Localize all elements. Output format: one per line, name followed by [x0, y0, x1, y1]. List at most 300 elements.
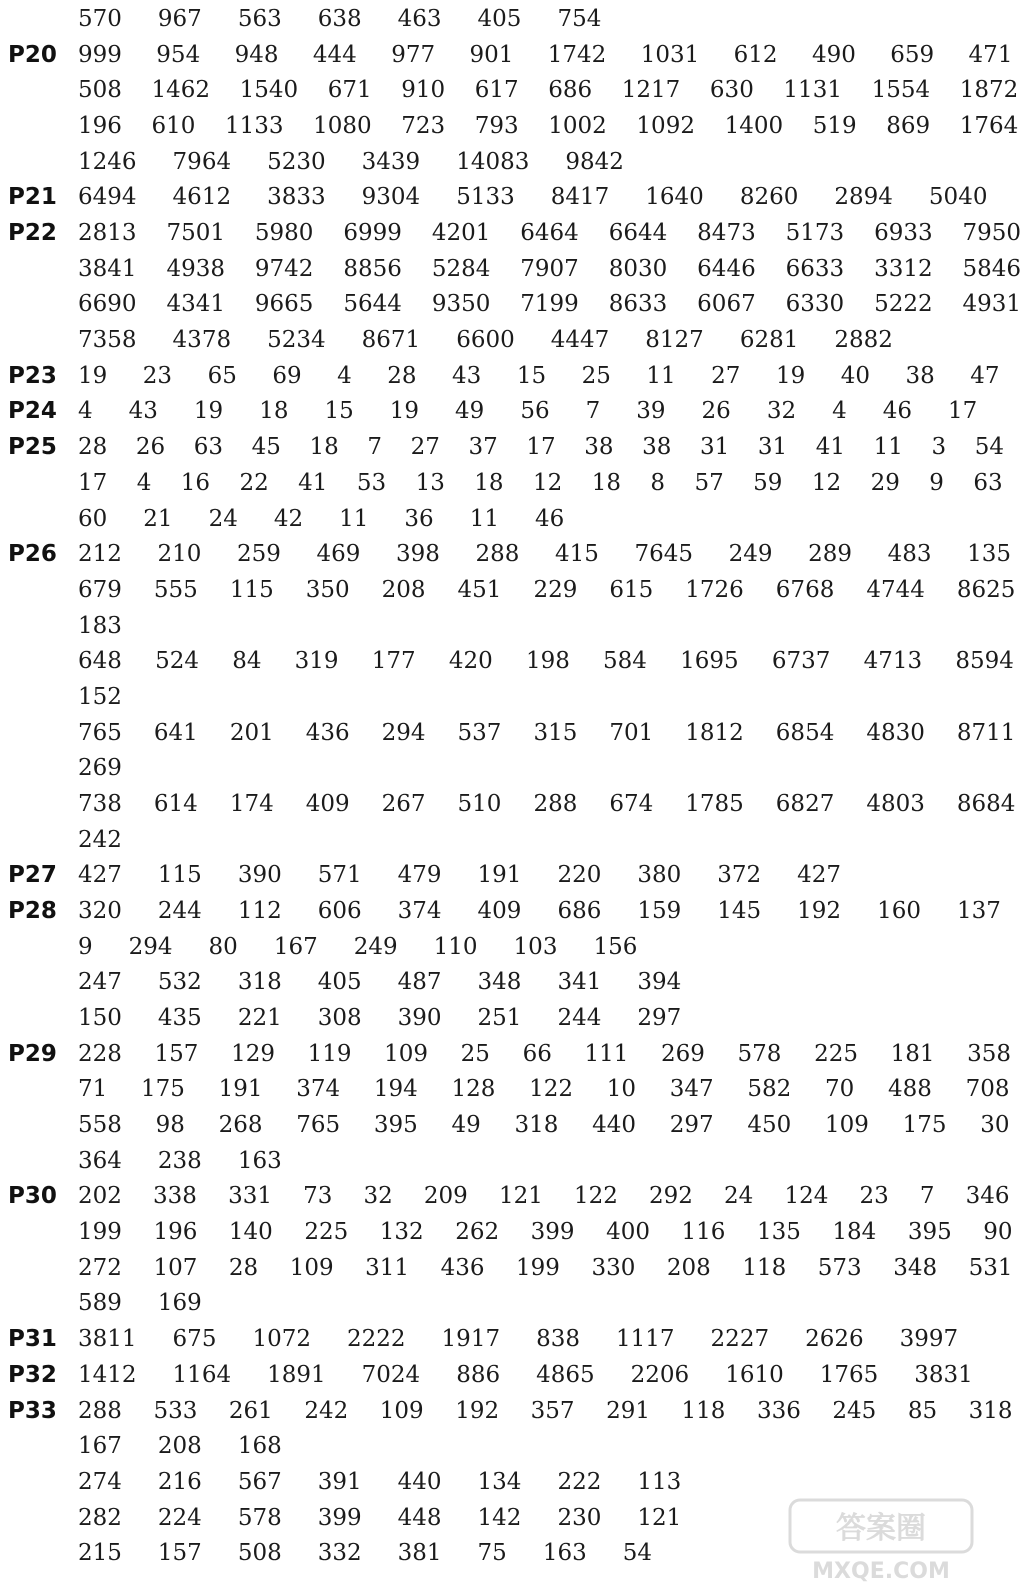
answer-number: 163	[542, 1540, 587, 1567]
answer-number: 124	[784, 1183, 829, 1210]
answer-number: 7964	[172, 148, 232, 175]
answer-number: 510	[457, 790, 502, 817]
answer-line	[0, 393, 1000, 429]
answer-number: 11	[339, 505, 369, 532]
answer-number: 3	[931, 434, 947, 461]
answer-line	[0, 822, 1000, 858]
answer-number: 80	[208, 933, 238, 960]
answer-number: 331	[228, 1183, 272, 1210]
answer-number: 140	[228, 1219, 273, 1246]
answer-number: 2894	[834, 184, 893, 211]
answer-number: 54	[974, 434, 1004, 461]
page-label: P29	[8, 1040, 57, 1067]
answer-number: 230	[557, 1504, 602, 1531]
answer-number: 229	[533, 576, 578, 603]
answer-number: 157	[157, 1540, 202, 1567]
answer-number: 122	[573, 1183, 618, 1210]
answer-number: 4201	[431, 220, 491, 247]
answer-number: 249	[353, 933, 398, 960]
page-label: P23	[8, 362, 57, 389]
answer-number: 150	[78, 1005, 122, 1032]
number-group	[78, 1214, 1013, 1250]
answer-number: 671	[327, 77, 372, 104]
answer-number: 17	[78, 469, 108, 496]
answer-number: 390	[397, 1005, 442, 1032]
answer-number: 1246	[78, 148, 137, 175]
answer-number: 1400	[724, 113, 784, 140]
answer-number: 346	[965, 1183, 1010, 1210]
answer-number: 169	[157, 1290, 202, 1317]
answer-number: 380	[637, 862, 682, 889]
answer-number: 28	[78, 434, 108, 461]
number-group	[78, 37, 1013, 73]
answer-number: 765	[296, 1112, 341, 1139]
answer-number: 228	[78, 1040, 122, 1067]
answer-line	[0, 643, 1014, 679]
answer-number: 191	[218, 1076, 263, 1103]
answer-number: 16	[180, 469, 211, 496]
answer-number: 463	[397, 6, 442, 32]
answer-number: 381	[397, 1540, 442, 1567]
answer-number: 175	[141, 1076, 185, 1103]
answer-number: 9304	[361, 184, 421, 211]
answer-number: 341	[557, 969, 602, 996]
answer-line	[0, 929, 1000, 965]
answer-number: 98	[155, 1112, 185, 1139]
page-label: P30	[8, 1183, 57, 1210]
answer-number: 29	[870, 469, 900, 496]
answer-number: 221	[237, 1005, 282, 1032]
answer-number: 183	[78, 612, 122, 639]
answer-number: 38	[905, 362, 935, 389]
answer-number: 399	[530, 1219, 575, 1246]
answer-number: 24	[724, 1183, 754, 1210]
answer-line	[0, 251, 1021, 287]
answer-number: 471	[968, 41, 1013, 68]
number-group	[78, 1000, 978, 1036]
answer-number: 238	[157, 1147, 202, 1174]
answer-number: 267	[381, 790, 426, 817]
answer-number: 6644	[608, 220, 668, 247]
number-group	[78, 1250, 1013, 1286]
answer-number: 66	[522, 1040, 552, 1067]
answer-number: 4	[832, 398, 847, 425]
answer-number: 17	[948, 398, 978, 425]
answer-number: 2882	[834, 327, 893, 354]
page-label: P31	[8, 1326, 57, 1353]
answer-number: 18	[474, 469, 504, 496]
answer-number: 394	[637, 969, 682, 996]
answer-line	[0, 1321, 1000, 1357]
answer-number: 318	[237, 969, 282, 996]
answer-number: 11	[469, 505, 499, 532]
answer-line	[0, 429, 1004, 465]
answer-number: 487	[397, 969, 442, 996]
answer-number: 308	[317, 1005, 362, 1032]
answer-number: 555	[153, 576, 198, 603]
answer-number: 358	[967, 1040, 1012, 1067]
answer-number: 17	[526, 434, 556, 461]
answer-number: 163	[237, 1147, 282, 1174]
answer-number: 224	[157, 1504, 202, 1531]
answer-number: 451	[457, 576, 502, 603]
number-group	[78, 572, 1016, 608]
answer-number: 196	[153, 1219, 198, 1246]
answer-number: 135	[756, 1219, 801, 1246]
answer-number: 415	[555, 541, 599, 568]
answer-number: 6633	[785, 255, 845, 282]
answer-number: 320	[78, 898, 122, 924]
answer-number: 4803	[866, 790, 925, 817]
answer-number: 71	[78, 1076, 108, 1103]
answer-number: 6446	[697, 255, 756, 282]
answer-number: 8594	[955, 648, 1014, 675]
answer-number: 40	[840, 362, 871, 389]
page-label: P22	[8, 220, 57, 247]
answer-number: 999	[78, 41, 122, 68]
answer-number: 7501	[166, 220, 225, 247]
answer-number: 5230	[267, 148, 326, 175]
answer-number: 4713	[863, 648, 923, 675]
answer-number: 6768	[775, 576, 835, 603]
answer-number: 1742	[547, 41, 607, 68]
answer-number: 132	[379, 1219, 424, 1246]
answer-number: 1695	[680, 648, 739, 675]
answer-number: 212	[78, 541, 122, 568]
answer-line	[0, 72, 1019, 108]
answer-number: 8711	[956, 719, 1016, 746]
number-group	[78, 1357, 978, 1393]
answer-line	[0, 536, 1012, 572]
answer-number: 617	[474, 77, 519, 104]
answer-line	[0, 501, 1000, 537]
answer-number: 31	[699, 434, 730, 461]
answer-number: 5222	[874, 291, 933, 318]
answer-number: 9	[78, 933, 93, 960]
answer-number: 311	[365, 1254, 410, 1281]
number-group	[78, 679, 978, 715]
answer-number: 156	[593, 933, 638, 960]
answer-number: 6827	[775, 790, 835, 817]
answer-number: 199	[78, 1219, 122, 1246]
answer-number: 6067	[697, 291, 756, 318]
answer-number: 47	[970, 362, 1000, 389]
watermark-logo	[786, 1494, 976, 1584]
answer-number: 578	[237, 1504, 282, 1531]
answer-number: 269	[661, 1040, 705, 1067]
answer-number: 977	[391, 41, 436, 68]
answer-line	[0, 1357, 1000, 1393]
answer-number: 6281	[739, 327, 799, 354]
number-group	[78, 393, 978, 429]
answer-number: 208	[381, 576, 426, 603]
answer-line	[0, 322, 1000, 358]
number-group	[78, 715, 1016, 751]
answer-number: 1164	[172, 1361, 232, 1388]
answer-number: 3831	[914, 1361, 973, 1388]
answer-number: 14083	[456, 148, 530, 175]
answer-number: 357	[530, 1397, 575, 1424]
answer-number: 793	[474, 113, 519, 140]
answer-number: 41	[298, 469, 328, 496]
answer-number: 49	[451, 1112, 481, 1139]
answer-number: 1812	[685, 719, 744, 746]
answer-number: 209	[423, 1183, 468, 1210]
number-group	[78, 215, 1021, 251]
answer-number: 674	[609, 790, 654, 817]
answer-number: 6494	[78, 184, 137, 211]
answer-number: 372	[717, 862, 762, 889]
answer-number: 70	[825, 1076, 855, 1103]
answer-number: 910	[401, 77, 446, 104]
answer-number: 26	[701, 398, 731, 425]
answer-number: 245	[832, 1397, 877, 1424]
answer-number: 112	[237, 898, 282, 924]
answer-number: 571	[317, 862, 362, 889]
number-group	[78, 251, 1021, 287]
answer-number: 405	[317, 969, 362, 996]
watermark-text: MXQE.COM	[812, 1559, 950, 1584]
answer-number: 53	[356, 469, 387, 496]
answer-number: 4865	[536, 1361, 595, 1388]
answer-number: 8030	[608, 255, 668, 282]
answer-number: 508	[237, 1540, 282, 1567]
answer-number: 168	[237, 1433, 282, 1460]
answer-number: 19	[389, 398, 420, 425]
answer-number: 8633	[608, 291, 668, 318]
answer-number: 49	[455, 398, 485, 425]
number-group	[78, 1393, 1013, 1429]
answer-number: 436	[440, 1254, 485, 1281]
answer-number: 109	[384, 1040, 429, 1067]
answer-line	[0, 1393, 1013, 1429]
answer-line	[0, 144, 1000, 180]
page-label: P25	[8, 434, 57, 461]
answer-number: 427	[797, 862, 842, 889]
answer-number: 9350	[431, 291, 491, 318]
answer-number: 10	[606, 1076, 637, 1103]
answer-number: 25	[581, 362, 611, 389]
answer-number: 508	[78, 77, 122, 104]
answer-number: 196	[78, 113, 122, 140]
answer-number: 4447	[550, 327, 610, 354]
answer-number: 948	[234, 41, 279, 68]
answer-number: 6690	[78, 291, 137, 318]
answer-number: 118	[742, 1254, 787, 1281]
answer-line	[0, 1143, 1000, 1179]
answer-number: 225	[304, 1219, 349, 1246]
number-group	[78, 857, 978, 893]
answer-number: 119	[307, 1040, 352, 1067]
answer-number: 198	[525, 648, 570, 675]
answer-number: 582	[747, 1076, 792, 1103]
answer-number: 244	[557, 1005, 602, 1032]
answer-number: 391	[317, 1468, 362, 1495]
number-group	[78, 322, 978, 358]
answer-number: 409	[305, 790, 350, 817]
answer-number: 294	[128, 933, 173, 960]
answer-number: 490	[811, 41, 856, 68]
answer-number: 2626	[805, 1326, 864, 1353]
answer-number: 364	[78, 1147, 122, 1174]
answer-number: 4341	[166, 291, 225, 318]
answer-number: 23	[859, 1183, 889, 1210]
answer-number: 6933	[874, 220, 933, 247]
answer-number: 420	[448, 648, 493, 675]
answer-number: 85	[907, 1397, 938, 1424]
answer-number: 754	[557, 6, 602, 32]
answer-number: 27	[410, 434, 440, 461]
answer-number: 15	[516, 362, 547, 389]
answer-number: 6464	[520, 220, 579, 247]
answer-number: 115	[157, 862, 202, 889]
answer-number: 45	[251, 434, 281, 461]
answer-number: 7645	[634, 541, 694, 568]
answer-number: 7358	[78, 327, 137, 354]
answer-number: 330	[591, 1254, 636, 1281]
answer-number: 2222	[347, 1326, 406, 1353]
answer-number: 440	[592, 1112, 637, 1139]
answer-number: 73	[303, 1183, 333, 1210]
answer-number: 886	[456, 1361, 501, 1388]
answer-number: 686	[557, 898, 602, 924]
number-group	[78, 643, 1014, 679]
answer-number: 7199	[520, 291, 579, 318]
answer-number: 18	[591, 469, 621, 496]
answer-number: 84	[232, 648, 262, 675]
answer-number: 12	[532, 469, 563, 496]
answer-number: 8	[650, 469, 666, 496]
answer-number: 606	[317, 898, 362, 924]
answer-number: 8625	[956, 576, 1016, 603]
answer-number: 348	[893, 1254, 938, 1281]
answer-line	[0, 1107, 1010, 1143]
number-group	[78, 1107, 1010, 1143]
answer-number: 259	[237, 541, 281, 568]
answer-number: 765	[78, 719, 122, 746]
answer-number: 28	[387, 362, 417, 389]
answer-number: 9742	[254, 255, 314, 282]
answer-number: 24	[208, 505, 238, 532]
answer-number: 107	[153, 1254, 198, 1281]
answer-number: 398	[396, 541, 440, 568]
answer-number: 319	[294, 648, 339, 675]
answer-number: 405	[477, 6, 522, 32]
answer-number: 5644	[343, 291, 402, 318]
answer-number: 110	[433, 933, 478, 960]
answer-number: 129	[231, 1040, 275, 1067]
answer-number: 6600	[456, 327, 515, 354]
answer-number: 610	[151, 113, 196, 140]
answer-number: 8260	[739, 184, 799, 211]
answer-number: 9842	[565, 148, 624, 175]
answer-number: 15	[324, 398, 354, 425]
answer-number: 42	[273, 505, 304, 532]
answer-number: 292	[649, 1183, 693, 1210]
answer-number: 1785	[685, 790, 744, 817]
number-group	[78, 1321, 978, 1357]
answer-number: 6999	[343, 220, 402, 247]
answer-number: 65	[207, 362, 237, 389]
answer-number: 338	[153, 1183, 197, 1210]
answer-number: 113	[637, 1468, 682, 1495]
answer-number: 43	[452, 362, 482, 389]
answer-number: 400	[606, 1219, 650, 1246]
answer-number: 208	[157, 1433, 202, 1460]
answer-number: 573	[817, 1254, 862, 1281]
answer-number: 137	[956, 898, 1001, 924]
answer-number: 5284	[431, 255, 491, 282]
answer-number: 109	[289, 1254, 334, 1281]
answer-number: 738	[78, 790, 122, 817]
answer-number: 6854	[775, 719, 835, 746]
answer-number: 30	[980, 1112, 1010, 1139]
answer-number: 7907	[520, 255, 579, 282]
answer-line	[0, 608, 1000, 644]
answer-number: 54	[622, 1540, 652, 1567]
answer-number: 181	[890, 1040, 935, 1067]
answer-number: 242	[78, 826, 122, 853]
answer-number: 3312	[874, 255, 933, 282]
answer-number: 1917	[441, 1326, 501, 1353]
answer-number: 60	[78, 505, 108, 532]
answer-number: 5846	[962, 255, 1021, 282]
answer-number: 121	[498, 1183, 543, 1210]
number-group	[78, 429, 1004, 465]
answer-number: 1133	[225, 113, 284, 140]
answer-number: 46	[882, 398, 913, 425]
answer-number: 347	[669, 1076, 714, 1103]
answer-number: 36	[404, 505, 434, 532]
answer-number: 59	[753, 469, 783, 496]
answer-number: 167	[78, 1433, 122, 1460]
answer-number: 297	[669, 1112, 714, 1139]
number-group	[78, 1178, 1010, 1214]
answer-number: 614	[153, 790, 198, 817]
answer-number: 37	[468, 434, 498, 461]
answer-number: 483	[887, 541, 932, 568]
answer-number: 208	[666, 1254, 711, 1281]
answer-number: 584	[603, 648, 647, 675]
answer-number: 288	[533, 790, 578, 817]
answer-number: 174	[229, 790, 274, 817]
answer-number: 479	[397, 862, 442, 889]
answer-number: 220	[557, 862, 602, 889]
answer-number: 21	[143, 505, 173, 532]
answer-number: 2206	[630, 1361, 690, 1388]
answer-number: 427	[78, 862, 122, 889]
answer-number: 222	[557, 1468, 602, 1495]
answer-number: 395	[907, 1219, 952, 1246]
answer-number: 11	[873, 434, 903, 461]
answer-number: 142	[477, 1504, 522, 1531]
answer-number: 435	[157, 1005, 202, 1032]
answer-line	[0, 1, 1000, 37]
answer-number: 563	[237, 6, 282, 32]
answer-number: 708	[965, 1076, 1010, 1103]
number-group	[78, 286, 1021, 322]
answer-number: 570	[78, 6, 122, 32]
number-group	[78, 536, 1012, 572]
answer-number: 7	[367, 434, 383, 461]
answer-number: 409	[477, 898, 522, 924]
answer-number: 638	[317, 6, 362, 32]
answer-number: 4	[136, 469, 152, 496]
answer-number: 1610	[725, 1361, 784, 1388]
answer-number: 390	[237, 862, 282, 889]
number-group	[78, 929, 978, 965]
answer-number: 967	[157, 6, 202, 32]
